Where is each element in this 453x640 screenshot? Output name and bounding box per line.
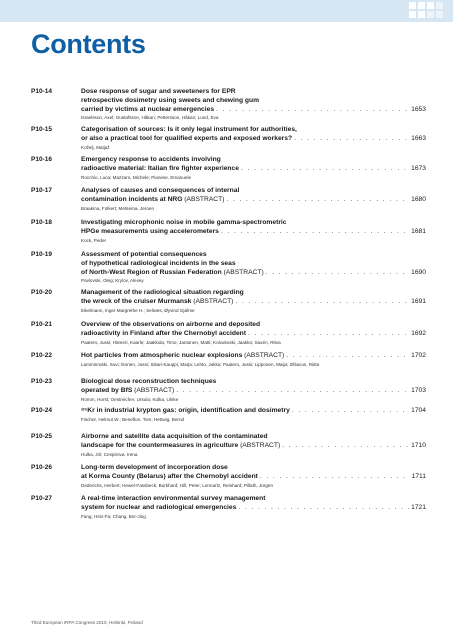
entry-title-line (81, 442, 426, 451)
entry-title-line: of hypothetical radiological incidents in the seas (81, 259, 236, 267)
entry-body (81, 464, 426, 489)
entry-title-line: Emergency response to accidents involving (81, 156, 221, 163)
entry-title-line (81, 196, 426, 205)
entry-code: P10-19 (31, 251, 52, 258)
leader-dots (221, 228, 409, 237)
top-color-band (0, 0, 453, 22)
entry-authors: Lamminmäki, Suvi; Ikonen, Jussi; Siitari-Kauppi, Marja; Lehto, Jukka; Paatero, Jussi; Lipponen, Maija; Zilliacus, Riitta (81, 361, 320, 367)
abstract-tag: (ABSTRACT) (134, 386, 175, 394)
abstract-tag: (ABSTRACT) (223, 268, 264, 276)
entry-authors: Dederichs, Herbert; Hewel-Fassbeck, Burkhard; Hill, Peter; Lennartz, Reinhard; Pillath, Jürgen (81, 482, 273, 488)
leader-dots (286, 352, 409, 361)
entry-body (81, 495, 426, 520)
entry-title-line: Airborne and satellite data acquisition of the contaminated (81, 433, 268, 440)
page-footer: Third European IRPA Congress 2010, Helsinki, Finland (31, 620, 143, 625)
entry-code: P10-20 (31, 289, 52, 296)
entry-authors: Paatero, Jussi; Hämeri, Kaarle; Jaakkola, Timo; Jantunen, Matti; Koivukoski, Jaakko; Saxén, Ritva (81, 339, 281, 345)
page-number[interactable]: 1681 (411, 227, 426, 235)
entry-body (81, 433, 426, 458)
entry-title-line: Long-term development of incorporation dose (81, 464, 228, 471)
page-number[interactable]: 1653 (411, 105, 426, 113)
leader-dots (292, 407, 409, 416)
leader-dots (216, 106, 409, 115)
page-number[interactable]: 1704 (411, 407, 426, 414)
page-number[interactable]: 1692 (411, 329, 426, 337)
entry-title-line (81, 269, 426, 278)
entry-title-line (81, 298, 426, 307)
page-number[interactable]: 1702 (411, 352, 426, 359)
entry-title-line: retrospective dosimetry using sweets and chewing gum (81, 96, 260, 104)
entry-title-line: Management of the radiological situation regarding (81, 289, 244, 296)
entry-authors: Romm, Horst; Oestreicher, Ursula; Kulka, Ulrike (81, 396, 179, 402)
entry-title-line: Categorisation of sources: Is it only legal instrument for authorities, (81, 126, 297, 133)
entry-title-line (81, 473, 426, 482)
entry-title-line (81, 407, 426, 416)
abstract-tag: (ABSTRACT) (193, 297, 234, 305)
entry-title-text: carried by victims at nuclear emergencies (81, 105, 215, 113)
entry-title-text: radioactive material: Italian fire fighter experience (81, 164, 239, 172)
entry-body (81, 219, 426, 244)
page-title: Contents (31, 29, 146, 59)
leader-dots (260, 473, 410, 482)
entry-authors: Pavlovski, Oleg; Krylov, Alexey (81, 278, 144, 284)
entry-authors: Eikelmann, Inger Margrethe H.; Selnæs, Øyvind Gjølme (81, 307, 195, 313)
entry-code: P10-16 (31, 156, 52, 163)
entry-title-text: Hot particles from atmospheric nuclear explosions (81, 352, 243, 359)
entry-code: P10-15 (31, 126, 52, 133)
abstract-tag: (ABSTRACT) (244, 352, 285, 359)
entry-code: P10-18 (31, 219, 52, 226)
abstract-tag: (ABSTRACT) (240, 441, 281, 449)
entry-title-line: Biological dose reconstruction techniques (81, 378, 217, 385)
leader-dots (235, 298, 409, 307)
entry-body (81, 187, 426, 212)
entry-authors: Hulka, Jiri; Cespirova, Irena (81, 451, 138, 457)
entry-body (81, 407, 426, 423)
entry-title-text: or also a practical tool for qualified experts and exposed workers? (81, 134, 293, 142)
entry-body (81, 156, 426, 181)
entry-code: P10-24 (31, 407, 52, 414)
entry-title-text: system for nuclear and radiological emergencies (81, 503, 237, 511)
page-number[interactable]: 1680 (411, 195, 426, 203)
entry-code: P10-22 (31, 352, 52, 359)
entry-code: P10-25 (31, 433, 52, 440)
entry-title-text: radioactivity in Finland after the Chernobyl accident (81, 329, 246, 337)
leader-dots (248, 330, 409, 339)
page-number[interactable]: 1711 (411, 472, 426, 480)
entry-authors: Kock, Peder (81, 237, 107, 243)
entry-title-text: operated by BfS (81, 386, 133, 394)
entry-title-line (81, 228, 426, 237)
leader-dots (266, 269, 409, 278)
entry-title-line: Assessment of potential consequences (81, 251, 207, 258)
entry-body (81, 126, 426, 151)
entry-authors: Koželj, Matjaž (81, 144, 110, 150)
entry-title-text: at Korma County (Belarus) after the Chernobyl accident (81, 472, 258, 480)
entry-title-line (81, 504, 426, 513)
leader-dots (226, 196, 409, 205)
entry-title-line (81, 135, 426, 144)
entry-body (81, 251, 426, 284)
entry-title-line (81, 330, 426, 339)
entry-title-line (81, 387, 426, 396)
entry-title-line: Dose response of sugar and sweeteners for EPR (81, 88, 236, 95)
entry-title-line: A real-time interaction environmental survey management (81, 495, 266, 502)
entry-body (81, 88, 426, 121)
entry-title-text: contamination incidents at NRG (81, 195, 183, 203)
page-number[interactable]: 1690 (411, 268, 426, 276)
abstract-tag: (ABSTRACT) (184, 195, 225, 203)
page-number[interactable]: 1721 (411, 503, 426, 511)
entry-title-line (81, 106, 426, 115)
entry-title-line: Overview of the observations on airborne and deposited (81, 321, 261, 328)
page-number[interactable]: 1663 (411, 134, 426, 142)
leader-dots (241, 165, 409, 174)
entry-title-text: HPGe measurements using accelerometers (81, 227, 219, 235)
entry-body (81, 352, 426, 368)
entry-title-text: of North-West Region of Russian Federation (81, 268, 222, 276)
entry-code: P10-27 (31, 495, 52, 502)
entry-title-line (81, 352, 426, 361)
leader-dots (238, 504, 409, 513)
page-number[interactable]: 1703 (411, 386, 426, 394)
entry-authors: Fischer, Helmut W.; Beneflon, Tom; Hettwig, Bernd (81, 416, 185, 422)
entry-code: P10-23 (31, 378, 52, 385)
entry-title-text: the wreck of the cruiser Murmansk (81, 297, 192, 305)
entry-authors: Braakma, Folkert; Metsema, Jeroen (81, 205, 155, 211)
entry-title-text: landscape for the countermeasures in agriculture (81, 441, 239, 449)
entry-title-text: ⁸⁵Kr in industrial krypton gas: origin, identification and dosimetry (81, 407, 290, 414)
entry-code: P10-14 (31, 88, 52, 95)
leader-dots (294, 135, 409, 144)
leader-dots (282, 442, 409, 451)
page-number[interactable]: 1691 (411, 297, 426, 305)
decorative-square-grid (409, 2, 443, 18)
entry-authors: Fang, Hsin-Fa; Chang, Bor-Jing (81, 513, 146, 519)
entry-body (81, 289, 426, 314)
entry-code: P10-26 (31, 464, 52, 471)
page-number[interactable]: 1673 (411, 164, 426, 172)
entry-title-line: Investigating microphonic noise in mobile gamma-spectrometric (81, 219, 287, 226)
entry-title-line (81, 165, 426, 174)
entry-code: P10-21 (31, 321, 52, 328)
entry-title-line: Analyses of causes and consequences of internal (81, 187, 240, 194)
entry-body (81, 378, 426, 403)
entry-code: P10-17 (31, 187, 52, 194)
entry-authors: Israelsson, Axel; Gustafsson, Håkan; Pettersson, Håkan; Lund, Eva (81, 115, 219, 121)
entry-authors: Rocchio, Luca; Mazzaro, Michele; Pianese, Emanuele (81, 174, 192, 180)
leader-dots (176, 387, 409, 396)
page-number[interactable]: 1710 (411, 441, 426, 449)
entry-body (81, 321, 426, 346)
